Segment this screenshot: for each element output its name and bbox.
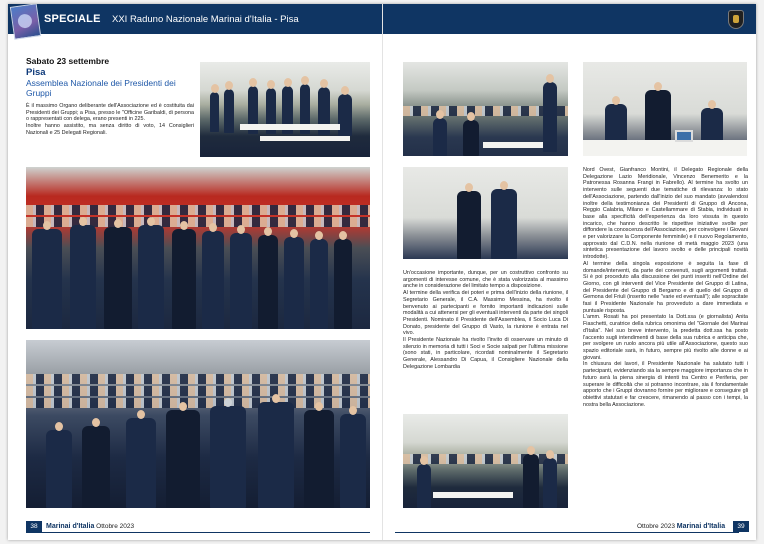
- photo-panel-table: [583, 62, 747, 156]
- page-number-left: 38: [26, 521, 42, 532]
- body-paragraph: L'amm. Rosati ha poi presentato la Dott.ssa (e giornalista) Anita Fiaschetti, curatrice della rubrica omonima del "Giornale dei Marinai d'Italia". Nel suo breve intervento, la predetta dott.ssa ha posto l'accento sugli intendimenti di base della sua rubrica e anticipa che, per svolgere un ruolo ancora più utile all'Associazione, questo suo spazio editoriale sarà, in futuro, sempre più rivolto alle donne e ai giovani.: [583, 314, 748, 361]
- magazine-spread: [8, 4, 756, 540]
- intro-paragraph: È il massimo Organo deliberante dell'Associazione ed è costituita dai Presidenti dei Gruppi; a Pisa, presso le "Officine Garibaldi, di persona o rappresentati con delega, erano presenti in 225.: [26, 103, 194, 123]
- article-column-2: [583, 167, 748, 408]
- photo-two-officials: [403, 167, 568, 259]
- photo-hall-wide: [403, 414, 568, 508]
- body-paragraph: Al termine della verifica dei poteri e prima dell'inizio della riunione, il Segretario Generale, il C.A. Massimo Messina, ha rivolto il benvenuto ai partecipanti e fornito importanti indicazioni sulle modalità a cui attenersi per gli eventuali interventi da parte dei singoli Presidenti. Nominato il Presidente dell'Assemblea, il Socio Luca Di Donato, presidente del Gruppo di Vasto, la riunione è entrata nel vivo.: [403, 290, 568, 337]
- page-number-right: 39: [733, 521, 749, 532]
- association-emblem: [728, 10, 744, 29]
- section-label: SPECIALE: [44, 13, 101, 25]
- footer-right: [637, 523, 725, 530]
- body-paragraph: Nord Ovest, Gianfranco Montini, il Delegato Regionale della Delegazione Lazio Meridionale, Vincenzo Benemerito e la Patronessa Rosanna Frangi in Fabrello). Al termine ha svolto un intervento sulle seguenti due tematiche di rilevanza: lo stato dell'Associazione, partendo dall'inizio del suo mandato (avvalendosi inoltre della testimonianza dei Presidenti di Gruppo di Ancona, Reggio Calabria, Milano e Castellammare di Stabia, individuati in base alla specificità dell'esperienza da loro vissuta in questo incarico, che hanno descritto le rispettive iniziative svolte per diffondere la conoscenza dell'Associazione, per coinvolgere i Giovani e per valorizzare la Componente femminile) e il nuovo Regolamento, approvato dal C.D.N. nella riunione di metà maggio 2023 (una sintetica presentazione del lavoro svolto e delle principali novità introdotte).: [583, 167, 748, 261]
- right-page: [382, 4, 756, 540]
- header-band-right: [383, 4, 756, 34]
- photo-speaker-podium: [403, 62, 568, 156]
- footer-rule-right: [395, 532, 739, 533]
- photo-assembly-hall: [200, 62, 370, 157]
- footer-issue-right: Ottobre 2023: [637, 523, 675, 530]
- section-subtitle: XXI Raduno Nazionale Marinai d'Italia - Pisa: [112, 14, 299, 25]
- article-column-1: [403, 270, 568, 371]
- body-paragraph: Un'occasione importante, dunque, per un costruttivo confronto su argomenti di interesse comune, che è stata valorizzata al massimo anche in considerazione del limitato tempo a disposizione.: [403, 270, 568, 290]
- footer-rule: [26, 532, 370, 533]
- article-city: Pisa: [26, 67, 46, 78]
- photo-audience-front: [26, 167, 370, 329]
- left-page: [8, 4, 382, 540]
- intro-paragraph-2: Inoltre hanno assistito, ma senza diritto di voto, 14 Consiglieri Nazionali e 25 Delegati Regionali.: [26, 123, 194, 136]
- body-paragraph: In chiusura dei lavori, il Presidente Nazionale ha salutato tutti i partecipanti, evidenziando sia la sempre maggiore importanza che in futuro avrà la piena sinergia di intenti tra Centro e Periferia, per superare le difficoltà che si potranno incontrare, sia il fondamentale apporto che i Gruppi dovranno fornire per migliorare e conseguire gli obiettivi statutari e far crescere, rimanendo al passo con i tempi, la nostra bella Associazione.: [583, 361, 748, 408]
- footer-left: [46, 523, 134, 530]
- body-paragraph: Al termine della singola esposizione è seguita la fase di domande/interventi, da parte dei convenuti, sugli argomenti trattati. Si è poi proceduto alla discussione dei punti inseriti nell'Ordine del Giorno, con gli interventi del Vice Presidente del Gruppo di Latina, del Presidente del Gruppo di Bergamo e di quello del Gruppo di Gemona del Friuli (inserito nelle "varie ed eventuali"); alle sopracitate fasi il Presidente Nazionale ha provveduto a dare immediata e puntuale risposta.: [583, 260, 748, 314]
- footer-issue-left: Ottobre 2023: [96, 523, 135, 530]
- footer-magazine-left: Marinai d'Italia: [46, 523, 95, 530]
- article-title: Assemblea Nazionale dei Presidenti dei Gruppi: [26, 78, 176, 98]
- footer-magazine-right: Marinai d'Italia: [676, 523, 726, 530]
- article-intro: [26, 103, 194, 137]
- article-date: Sabato 23 settembre: [26, 56, 110, 66]
- body-paragraph: Il Presidente Nazionale ha rivolto l'invito di osservare un minuto di silenzio in memoria di tutti i Soci e Socie salpati per l'ultima missione (sono stati, in particolare, ricordati nominalmente il Segretario Generale, Alessandro Di Capua, il Consigliere Nazionale della Delegazione Lombardia: [403, 337, 568, 370]
- photo-audience-side: [26, 340, 370, 508]
- magazine-logo: [10, 4, 41, 40]
